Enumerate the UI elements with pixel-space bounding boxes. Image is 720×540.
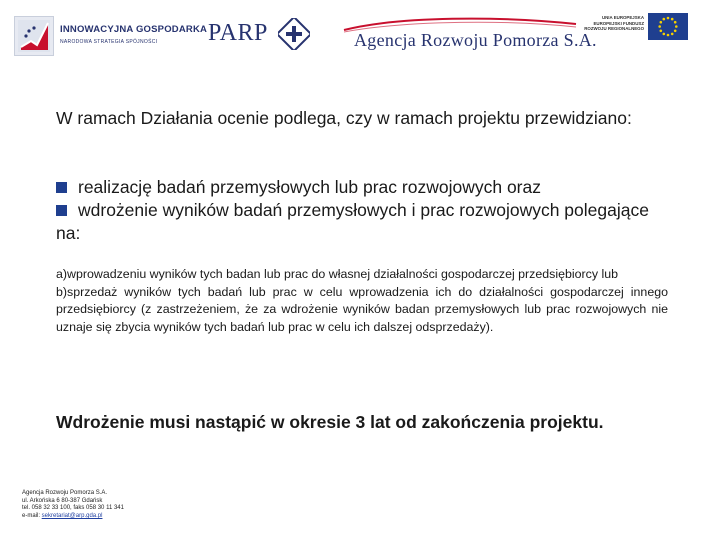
footer-address: ul. Arkońska 6 80-387 Gdańsk bbox=[22, 497, 103, 504]
ig-logo-subtitle: NARODOWA STRATEGIA SPÓJNOŚCI bbox=[60, 39, 158, 45]
eu-flag-icon bbox=[648, 13, 688, 40]
bullet-item bbox=[56, 176, 668, 199]
parp-logo bbox=[208, 16, 308, 52]
bullet-text: realizację badań przemysłowych lub prac rozwojowych oraz bbox=[78, 177, 541, 197]
ig-logo-name: INNOWACYJNA GOSPODARKA bbox=[60, 24, 208, 35]
body-paragraph bbox=[56, 266, 668, 336]
arp-logo-text: Agencja Rozwoju Pomorza S.A. bbox=[354, 30, 597, 50]
item-a-text: a)wprowadzeniu wyników tych badan lub prac do własnej działalności gospodarczej przedsiębiorcy lub bbox=[56, 267, 619, 281]
footer-email-link[interactable]: sekretariat@arp.gda.pl bbox=[41, 512, 103, 519]
footer-email-row bbox=[22, 513, 124, 521]
item-b-text: b)sprzedaż wyników tych badań lub prac w celu wprowadzenia ich do działalności gospodarczej innego przedsiębiorcy (z zastrzeżeniem, że za wdrożenie wyników badan przemysłowych lub prac rozwojowych nie uznaje się zbycia wyników tych badań lub prac w celu ich dalszej odsprzedaży). bbox=[56, 284, 668, 334]
slide-heading: W ramach Działania ocenie podlega, czy w ramach projektu przewidziano: bbox=[56, 108, 632, 128]
footer-company: Agencja Rozwoju Pomorza S.A. bbox=[22, 490, 108, 496]
poland-map-icon bbox=[14, 16, 54, 56]
bullet-text: wdrożenie wyników badań przemysłowych i prac rozwojowych polegające na: bbox=[56, 200, 649, 243]
eu-logo bbox=[584, 13, 694, 41]
footer-email-label: e-mail: bbox=[22, 512, 42, 519]
square-bullet-icon bbox=[56, 205, 67, 216]
conclusion-text: Wdrożenie musi nastąpić w okresie 3 lat od zakończenia projektu. bbox=[56, 412, 604, 432]
bullet-item bbox=[56, 199, 668, 245]
eu-logo-text: UNIA EUROPEJSKA EUROPEJSKI FUNDUSZ ROZWOJU REGIONALNEGO bbox=[584, 15, 644, 32]
arp-logo bbox=[340, 14, 597, 60]
parp-emblem-icon bbox=[278, 18, 310, 50]
footer-phone: tel. 058 32 33 100, faks 058 30 11 341 bbox=[22, 505, 124, 512]
footer-contact bbox=[22, 490, 124, 520]
parp-logo-text: PARP bbox=[208, 20, 268, 46]
square-bullet-icon bbox=[56, 182, 67, 193]
innowacyjna-gospodarka-logo bbox=[14, 16, 208, 56]
bullet-list bbox=[56, 176, 668, 245]
